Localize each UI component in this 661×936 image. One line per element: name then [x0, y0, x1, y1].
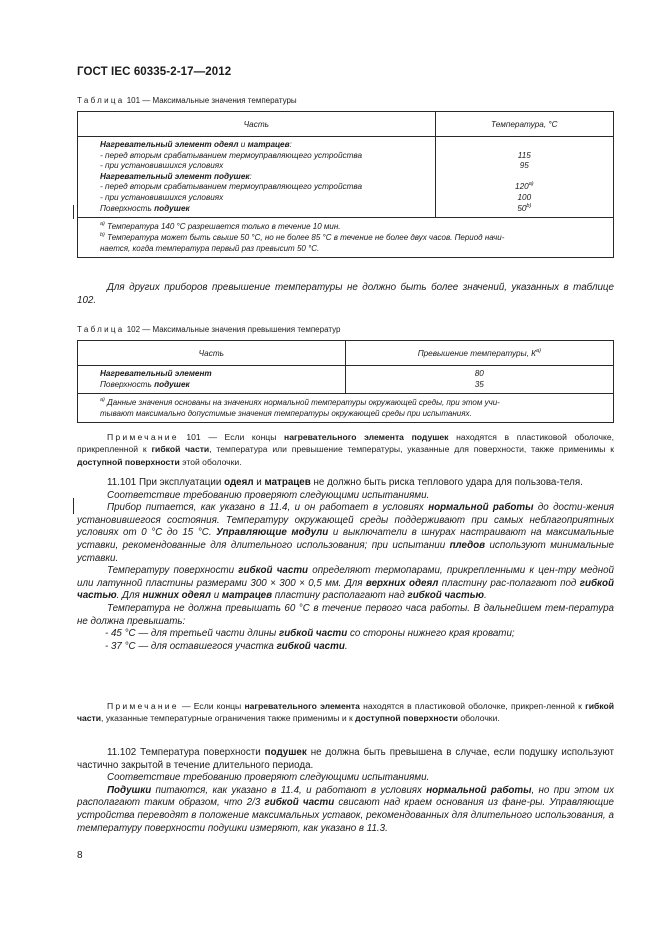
term-bold: гибкой части — [238, 565, 309, 577]
term-bold: гибкой частью — [407, 590, 485, 602]
text-run: не должно быть риска теплового удара для пользова-теля. — [310, 477, 583, 488]
text-run: и — [210, 590, 222, 602]
term-bold: пледов — [449, 539, 486, 551]
note-101 — [77, 431, 614, 468]
table-row-value: 115 — [517, 150, 531, 160]
table-row-value: 95 — [519, 161, 529, 171]
table-101-parts — [78, 137, 436, 218]
term-bold: нагревательного элемента подушек — [284, 432, 449, 442]
text-run: и — [253, 477, 265, 488]
text-run: используют минимальные уставки. — [77, 539, 614, 564]
text-run: Примечание — [107, 701, 179, 711]
footnote: $^{b)}$ Температура может быть свыше 50 °С, но не более 85 °С в течение не более двух часов. Период начи- — [100, 232, 505, 243]
text-run: находятся в пластиковой оболочке, прикрепленной к — [77, 432, 614, 455]
table-row-part: Нагревательный элемент одеял и матрацев: — [100, 140, 292, 149]
text-run: Температуру поверхности — [107, 565, 239, 577]
table-row-value — [436, 172, 613, 183]
text-run: — Если концы — [178, 701, 245, 711]
table-101-values — [435, 137, 613, 218]
table-row-value: 50$^{b)}$ — [517, 202, 532, 213]
term-bold: нагревательного элемента — [244, 701, 360, 711]
table-102-footnote: $^{a)}$ Данные значения основаны на значениях нормальной температуры окружающей среды, при этом учи- тывают максимально допустимые значения температуры окружающей среды при испытаниях. — [78, 394, 614, 423]
term-bold: Подушки — [107, 784, 152, 796]
term-bold: гибкой части — [264, 797, 335, 809]
text-run: и выключатели в шнурах настраивают на максимальные уставки, рекомендованные для длительного использования; при испытании — [77, 527, 615, 551]
text-run: Прибор питается, как указано в 11.4, и он работает в условиях — [107, 502, 429, 514]
table-row-value: 120$^{a)}$ — [515, 181, 534, 192]
table-101 — [77, 111, 614, 258]
text-run: 11.102 Температура поверхности — [107, 747, 265, 758]
table-row-value: 35 — [474, 379, 484, 389]
paragraph-other-devices: Для других приборов превышение температуры не должно быть более значений, указанных в таблице 102. — [77, 282, 614, 306]
term-bold: одеял — [224, 477, 254, 488]
change-bar — [73, 205, 74, 219]
col-header-part: Часть — [78, 341, 346, 366]
text-run: , температура или превышение температуры, указанные для поверхности, также применимы к — [209, 444, 614, 455]
table-row-value: 80 — [474, 369, 484, 378]
term-bold: нормальной работы — [428, 502, 534, 514]
caption-word: Таблица — [77, 325, 125, 334]
table-102-caption — [77, 325, 340, 334]
table-row-part: - перед вторым срабатыванием термоуправляющего устройства — [100, 150, 363, 160]
table-102-values — [345, 366, 613, 394]
table-row-value — [436, 140, 613, 151]
note-2 — [77, 700, 614, 725]
text-run: питаются, как указано в 11.4, и работают в условиях — [151, 784, 427, 796]
text-run: свисают над краем основания из фане-ры. Управляющие устройства переводят в положение максимальных уставок, рекомендованных для длительного использования, а температуру поверхности подушки измеряют, как указано в 11.3. — [77, 797, 614, 834]
text-run: оболочки. — [457, 713, 500, 724]
caption-text: 101 — Максимальные значения температуры — [124, 96, 297, 105]
text-run: - 37 °С — для оставшегося участка — [105, 640, 277, 652]
text-run: . — [344, 640, 348, 652]
table-row-part: Нагревательный элемент — [100, 369, 212, 378]
table-row-part: - при установившихся условиях — [100, 192, 224, 202]
text-run: 11.101 При эксплуатации — [107, 477, 225, 488]
standard-header: ГОСТ IEC 60335-2-17—2012 — [77, 66, 232, 78]
table-row-value: 100 — [517, 192, 532, 202]
term-bold: подушек — [264, 747, 307, 758]
text-run: не должна быть превышена в случае, если подушку используют частично закрытой в течение длительного периода. — [77, 747, 614, 771]
caption-word: Таблица — [77, 96, 125, 105]
table-101-caption — [77, 96, 297, 105]
table-row-part: - перед вторым срабатыванием термоуправляющего устройства — [100, 182, 363, 192]
term-bold: гибкой частью — [77, 577, 614, 602]
term-bold: нормальной работы — [426, 784, 532, 796]
table-row-part: Поверхность подушек — [100, 203, 190, 213]
text-run: , но при этом их располагают таким образом, что 2/3 — [77, 784, 614, 809]
table-row-part: Поверхность подушек — [100, 379, 190, 389]
footnote: нается, когда температура первый раз превысит 50 °С. — [100, 244, 320, 254]
text-run: находятся в пластиковой оболочке, прикреп-ленной к — [359, 701, 586, 711]
text-run: - 45 °С — для третьей части длины — [105, 628, 279, 640]
term-bold: доступной поверхности — [355, 713, 458, 724]
term-bold: верхних одеял — [365, 577, 439, 589]
term-bold: гибкой части — [276, 640, 345, 652]
text-run: 101 — Если концы — [178, 432, 285, 442]
change-bar — [73, 498, 74, 514]
footnote: $^{a)}$ Температура 140 °С разрешается только в течение 10 мин. — [100, 221, 341, 232]
section-11-102: 11.102 Температура поверхности подушек не должна быть превышена в случае, если подушку используют частично закрытой в течение длительного периода. Соответствие требованию проверяют следующими испытаниями. Подушки питаются, как указано в 11.4, и работают в условиях нормальной работы, но при этом их располагают таким образом, что 2/3 гибкой части свисают над краем основания из фане-ры. Управляющие устройства переводят в положение максимальных уставок, рекомендованных для длительного использования, а температуру поверхности подушки измеряют, как указано в 11.3. — [77, 747, 614, 834]
term-bold: матрацев — [264, 477, 311, 488]
text-run: Примечание — [107, 432, 179, 442]
term-bold: Управляющие модули — [216, 527, 329, 539]
col-header-temperature-rise: Превышение температуры, $К^{a)}$ — [345, 341, 613, 366]
text-run: до дости-жения установившегося состояния. Температуру окружающей среды поддерживают при самых неблагоприятных условиях от 0 °С до 15 °С. — [77, 502, 615, 539]
text-run: пластину рас-полагают под — [438, 577, 580, 589]
text-run: , указанные температурные ограничения также применимы и к — [101, 713, 356, 724]
term-bold: гибкой части — [151, 444, 210, 455]
col-header-part: Часть — [78, 112, 436, 137]
table-row-part: Нагревательный элемент подушек: — [100, 171, 252, 181]
term-bold: нижних одеял — [142, 590, 211, 602]
text-run: определяют термопарами, прикрепленными к цен-тру медной или латунной пластины размерами 300 × 300 × 0,5 мм. Для — [77, 565, 614, 589]
term-bold: гибкой части — [77, 701, 615, 724]
caption-text: 102 — Максимальные значения превышения температур — [124, 325, 341, 334]
table-row-part: - при установившихся условиях — [100, 161, 224, 171]
term-bold: доступной поверхности — [77, 456, 180, 467]
term-bold: матрацев — [221, 590, 273, 602]
text-run: . Для — [116, 590, 143, 602]
text-run: со стороны нижнего края кровати; — [347, 628, 515, 640]
table-102 — [77, 340, 614, 423]
text-run: этой оболочки. — [179, 456, 242, 467]
section-11-101: 11.101 При эксплуатации одеял и матрацев не должно быть риска теплового удара для пользова-теля. Соответствие требованию проверяют следующими испытаниями. Прибор питается, как указано в 11.4, и он работает в условиях нормальной работы до дости-жения установившегося состояния. Температуру окружающей среды поддерживают при самых неблагоприятных условиях от 0 °С до 15 °С. Управляющие модули и выключатели в шнурах настраивают на максимальные уставки, рекомендованные для длительного использования; при испытании пледов используют минимальные уставки. Температуру поверхности гибкой части определяют термопарами, прикрепленными к цен-тру медной или латунной пластины размерами 300 × 300 × 0,5 мм. Для верхних одеял пластину рас-полагают под гибкой частью. Для нижних одеял и матрацев пластину располагают над гибкой частью. Температура не должна превышать 60 °С в течение первого часа работы. В дальнейшем тем-пература не должна превышать: - 45 °С — для третьей части длины гибкой части со стороны нижнего края кровати; - 37 °С — для оставшегося участка гибкой части. — [77, 477, 615, 652]
table-102-parts — [78, 366, 346, 394]
text-run: . — [484, 590, 487, 602]
table-101-footnotes — [78, 218, 614, 258]
text-run: пластину располагают над — [272, 590, 408, 602]
col-header-temperature: Температура, °С — [435, 112, 613, 137]
page-number: 8 — [77, 850, 83, 861]
term-bold: гибкой части — [278, 628, 348, 640]
